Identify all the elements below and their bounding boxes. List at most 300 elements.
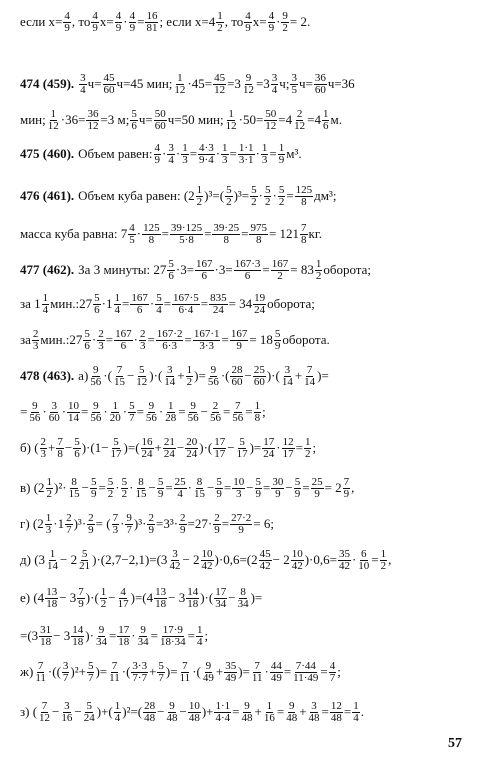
fraction xyxy=(300,223,308,246)
denominator: 6 xyxy=(74,447,80,460)
denominator: 7 xyxy=(329,671,336,684)
numerator: 1 xyxy=(46,476,53,488)
numerator: 19 xyxy=(254,292,266,304)
text-segment: − xyxy=(108,590,116,605)
text-segment: Объем равен: xyxy=(78,146,153,161)
fraction xyxy=(262,437,275,460)
denominator: 7 xyxy=(158,671,164,684)
text-segment: = xyxy=(147,332,155,347)
numerator: 5 xyxy=(158,660,164,672)
text-segment: · xyxy=(120,516,125,531)
text-segment: = xyxy=(229,146,237,161)
numerator: 3 xyxy=(284,364,291,376)
denominator: 2 xyxy=(251,195,257,208)
denominator: 6 xyxy=(94,303,100,316)
problem-number: 478 (463). xyxy=(20,368,75,383)
fraction xyxy=(125,513,133,536)
fraction xyxy=(225,109,238,132)
fraction xyxy=(32,329,40,352)
problem-number: 477 (462). xyxy=(20,262,75,277)
text-segment: ·3= xyxy=(214,262,233,277)
fraction xyxy=(221,143,229,166)
fraction xyxy=(201,549,214,572)
text-segment: )= xyxy=(238,664,250,679)
numerator: 1·1 xyxy=(215,700,231,712)
denominator: 6 xyxy=(201,269,208,282)
text-segment: масса куба равна: 7 xyxy=(20,226,128,241)
numerator: 9 xyxy=(245,72,252,84)
text-line xyxy=(20,142,464,166)
numerator: 167 xyxy=(271,258,289,270)
fraction xyxy=(131,661,148,684)
numerator: 3 xyxy=(311,700,317,712)
fraction xyxy=(83,701,96,724)
fraction xyxy=(213,437,226,460)
fraction xyxy=(40,437,48,460)
text-segment: = xyxy=(302,480,310,495)
text-segment: − 2 xyxy=(60,552,78,567)
text-segment: )=( xyxy=(123,440,140,455)
text-segment: )²+ xyxy=(70,664,86,679)
numerator: 1 xyxy=(50,108,57,120)
denominator: 4 xyxy=(156,303,162,316)
numerator: 1 xyxy=(177,72,183,84)
text-segment: дм³; xyxy=(314,188,337,203)
fraction xyxy=(128,401,136,424)
numerator: 10 xyxy=(68,400,80,412)
fraction xyxy=(270,661,283,684)
fraction xyxy=(329,661,337,684)
text-segment: )= xyxy=(165,664,178,679)
text-segment: )²· xyxy=(54,480,67,495)
fraction xyxy=(238,143,255,166)
text-segment: з) ( xyxy=(20,704,38,719)
text-segment: = xyxy=(232,704,240,719)
fraction xyxy=(130,109,138,132)
fraction xyxy=(145,11,158,34)
text-segment: = xyxy=(204,226,212,241)
fraction xyxy=(215,477,223,500)
numerator: 1 xyxy=(49,548,56,560)
text-segment: − 3 xyxy=(168,590,186,605)
fraction xyxy=(121,477,129,500)
text-segment: = xyxy=(98,480,106,495)
numerator: 5 xyxy=(107,476,114,488)
text-segment: За 3 минуты: 27 xyxy=(78,262,167,277)
denominator: 24 xyxy=(212,303,224,316)
text-segment: − 3 xyxy=(59,590,77,605)
text-segment: = xyxy=(321,704,329,719)
fraction xyxy=(114,293,122,316)
numerator: 7 xyxy=(343,476,350,488)
numerator: 1 xyxy=(45,512,52,524)
numerator: 5 xyxy=(239,436,245,448)
denominator: 49 xyxy=(225,671,237,684)
denominator: 2 xyxy=(226,195,232,208)
denominator: 18 xyxy=(118,635,130,648)
text-segment: мин.:27 xyxy=(50,296,93,311)
numerator: 28 xyxy=(144,700,156,712)
numerator: 50 xyxy=(154,108,166,120)
fraction xyxy=(163,437,176,460)
fraction xyxy=(250,185,258,208)
numerator: 2 xyxy=(139,328,146,340)
numerator: 1 xyxy=(100,586,107,598)
text-segment: ; xyxy=(337,664,341,679)
denominator: 2 xyxy=(264,195,271,208)
text-segment: = ( xyxy=(95,516,111,531)
numerator: 21 xyxy=(163,436,175,448)
fraction xyxy=(255,477,263,500)
text-segment: · xyxy=(187,480,193,495)
denominator: 3 xyxy=(40,447,47,460)
text-segment: е) (4 xyxy=(20,590,45,605)
denominator: 49 xyxy=(202,671,214,684)
numerator: 4 xyxy=(154,142,160,154)
fraction xyxy=(45,513,53,536)
denominator: 48 xyxy=(308,711,320,724)
text-segment: = xyxy=(189,146,198,161)
numerator: 14 xyxy=(187,586,199,598)
denominator: 12 xyxy=(87,119,99,132)
denominator: 8 xyxy=(255,233,262,246)
numerator: 4 xyxy=(129,10,136,22)
denominator: 60 xyxy=(231,375,243,388)
denominator: 6·4 xyxy=(178,303,194,316)
denominator: 34 xyxy=(137,635,149,648)
denominator: 14 xyxy=(281,375,293,388)
denominator: 9 xyxy=(274,339,281,352)
fraction xyxy=(263,701,276,724)
denominator: 7 xyxy=(66,523,72,536)
fraction xyxy=(254,401,262,424)
denominator: 9 xyxy=(78,597,84,610)
fraction xyxy=(186,365,194,388)
fraction xyxy=(230,513,252,536)
fraction xyxy=(304,437,312,460)
text-segment: + xyxy=(154,440,162,455)
text-segment: = xyxy=(221,516,230,531)
denominator: 17 xyxy=(236,447,248,460)
fraction xyxy=(60,701,73,724)
text-segment: = xyxy=(150,628,158,643)
text-segment: )³· xyxy=(73,516,87,531)
denominator: 12 xyxy=(242,83,254,96)
fraction xyxy=(213,73,226,96)
denominator: 3 xyxy=(32,339,39,352)
text-segment: )+( xyxy=(96,704,113,719)
denominator: 4 xyxy=(271,83,278,96)
text-segment: )·(1− xyxy=(81,440,109,455)
fraction xyxy=(46,549,59,572)
numerator: 2 xyxy=(98,328,104,340)
denominator: 2 xyxy=(121,487,128,500)
fraction xyxy=(308,701,321,724)
fraction xyxy=(167,259,175,282)
denominator: 9 xyxy=(245,21,251,34)
denominator: 6 xyxy=(168,269,174,282)
text-segment: + xyxy=(149,664,157,679)
numerator: 1 xyxy=(222,142,228,154)
fraction xyxy=(290,73,298,96)
denominator: 8 xyxy=(148,233,155,246)
text-segment: = xyxy=(108,628,117,643)
numerator: 4 xyxy=(268,10,275,22)
denominator: 48 xyxy=(188,711,200,724)
text-segment: ; xyxy=(262,404,266,419)
numerator: 3·3 xyxy=(132,660,148,672)
numerator: 2 xyxy=(148,512,154,524)
numerator: 1 xyxy=(254,400,261,412)
text-segment: )· xyxy=(85,628,94,643)
numerator: 1 xyxy=(278,142,285,154)
fraction xyxy=(232,477,245,500)
fraction xyxy=(231,401,244,424)
text-segment: = 34 xyxy=(228,296,253,311)
denominator: 6·3 xyxy=(162,339,177,352)
fraction xyxy=(134,477,147,500)
text-segment: )= xyxy=(95,664,108,679)
numerator: 35 xyxy=(225,660,237,672)
text-segment: − xyxy=(64,440,73,455)
text-segment: =3 xyxy=(227,76,241,91)
denominator: 9 xyxy=(236,339,242,352)
numerator: 5 xyxy=(251,184,257,196)
text-segment: ч= xyxy=(298,76,313,91)
text-segment: − xyxy=(207,480,215,495)
fraction xyxy=(224,661,237,684)
fraction xyxy=(214,587,227,610)
denominator: 81 xyxy=(146,21,158,34)
numerator: 5 xyxy=(278,184,285,196)
text-segment: )= xyxy=(250,590,263,605)
fraction xyxy=(179,513,187,536)
denominator: 48 xyxy=(286,711,298,724)
denominator: 6 xyxy=(84,339,90,352)
denominator: 5 xyxy=(129,233,135,246)
denominator: 5 xyxy=(291,83,297,96)
denominator: 9 xyxy=(343,487,350,500)
numerator: 7 xyxy=(41,700,48,712)
numerator: 975 xyxy=(250,222,267,234)
denominator: 24 xyxy=(163,447,175,460)
denominator: 20 xyxy=(109,411,121,424)
denominator: 6 xyxy=(244,269,251,282)
numerator: 25 xyxy=(174,476,186,488)
numerator: 1 xyxy=(182,142,188,154)
text-segment: = xyxy=(371,552,379,567)
denominator: 4 xyxy=(114,303,121,316)
denominator: 9 xyxy=(275,487,281,500)
text-line xyxy=(20,436,464,460)
fraction xyxy=(164,401,177,424)
text-segment: ; если x=4 xyxy=(159,14,216,29)
numerator: 7·44 xyxy=(295,660,316,672)
text-segment: = xyxy=(283,664,292,679)
text-segment: если x= xyxy=(20,14,63,29)
fraction xyxy=(83,329,91,352)
text-line xyxy=(20,292,464,316)
denominator: 42 xyxy=(291,559,303,572)
text-segment: · xyxy=(175,146,181,161)
denominator: 42 xyxy=(169,559,181,572)
denominator: 24 xyxy=(263,447,275,460)
fraction xyxy=(251,661,264,684)
denominator: 42 xyxy=(338,559,350,572)
text-line xyxy=(20,476,464,500)
text-segment: . xyxy=(360,704,364,719)
fraction xyxy=(173,73,186,96)
text-segment: а) xyxy=(78,368,89,383)
denominator: 14 xyxy=(68,411,80,424)
fraction xyxy=(87,661,95,684)
text-segment: = xyxy=(136,404,144,419)
fraction xyxy=(91,11,99,34)
text-segment: · xyxy=(264,664,269,679)
text-segment: · xyxy=(133,332,138,347)
fraction xyxy=(97,329,105,352)
numerator: 5 xyxy=(157,476,164,488)
fraction xyxy=(89,365,102,388)
text-segment: − xyxy=(227,440,235,455)
denominator: 14 xyxy=(47,559,59,572)
denominator: 9 xyxy=(268,21,275,34)
denominator: 11 xyxy=(179,671,191,684)
text-segment: · xyxy=(149,296,155,311)
text-segment: · xyxy=(42,404,47,419)
fraction xyxy=(343,477,351,500)
numerator: 3 xyxy=(62,660,69,672)
text-line xyxy=(20,512,464,536)
numerator: 167 xyxy=(196,258,213,270)
text-segment: )³=( xyxy=(204,188,225,203)
fraction xyxy=(87,513,95,536)
denominator: 9 xyxy=(216,487,222,500)
text-segment: = xyxy=(269,146,277,161)
numerator: 2 xyxy=(66,512,72,524)
text-segment: = xyxy=(81,404,89,419)
text-segment: = xyxy=(223,480,232,495)
denominator: 6 xyxy=(120,339,127,352)
denominator: 6 xyxy=(131,119,137,132)
numerator: 5 xyxy=(255,476,262,488)
numerator: 7 xyxy=(301,222,307,234)
fraction xyxy=(114,701,122,724)
text-segment: ·3= xyxy=(175,262,195,277)
text-segment: = xyxy=(276,704,285,719)
numerator: 8 xyxy=(240,586,246,598)
numerator: 5 xyxy=(156,292,162,304)
numerator: 7 xyxy=(78,586,84,598)
fraction xyxy=(68,477,81,500)
denominator: 2 xyxy=(107,487,114,500)
denominator: 2 xyxy=(304,447,311,460)
numerator: 25 xyxy=(311,476,323,488)
text-line xyxy=(20,586,464,610)
numerator: 14 xyxy=(72,624,84,636)
numerator: 7 xyxy=(235,400,241,412)
numerator: 1 xyxy=(114,292,121,304)
fraction xyxy=(278,143,286,166)
text-segment: · xyxy=(91,332,97,347)
text-segment: )·(2,7−2,1)=(3 xyxy=(92,552,168,567)
fraction xyxy=(77,587,85,610)
fraction xyxy=(156,329,184,352)
text-segment: )·( xyxy=(266,368,280,383)
numerator: 167 xyxy=(115,328,132,340)
fraction xyxy=(188,701,201,724)
fraction xyxy=(45,587,58,610)
fraction xyxy=(114,329,133,352)
fraction xyxy=(236,437,249,460)
text-segment: = xyxy=(184,332,192,347)
text-segment: = 18 xyxy=(249,332,273,347)
text-segment: = xyxy=(241,226,249,241)
denominator: 24 xyxy=(141,447,153,460)
denominator: 2 xyxy=(315,269,322,282)
fraction xyxy=(212,223,240,246)
fraction xyxy=(271,477,284,500)
denominator: 15 xyxy=(68,487,80,500)
numerator: 9 xyxy=(140,624,146,636)
fraction xyxy=(264,185,272,208)
text-segment: · xyxy=(162,146,167,161)
denominator: 7 xyxy=(126,523,132,536)
numerator: 7 xyxy=(182,660,188,672)
denominator: 18 xyxy=(187,597,199,610)
fraction xyxy=(135,365,148,388)
numerator: 36 xyxy=(87,108,99,120)
fraction xyxy=(198,143,215,166)
denominator: 3 xyxy=(261,153,268,166)
fraction xyxy=(249,223,268,246)
text-segment: ·( xyxy=(121,664,131,679)
text-segment: · xyxy=(276,14,281,29)
numerator: 4 xyxy=(329,660,336,672)
numerator: 7 xyxy=(37,660,44,672)
numerator: 1 xyxy=(42,292,49,304)
fraction xyxy=(196,185,204,208)
text-segment: = 121 xyxy=(268,226,300,241)
fraction xyxy=(110,437,123,460)
fraction xyxy=(322,109,330,132)
text-segment: · xyxy=(61,404,67,419)
denominator: 60 xyxy=(314,83,326,96)
denominator: 9 xyxy=(214,523,220,536)
numerator: 167·2 xyxy=(156,328,183,340)
text-segment: = xyxy=(295,440,303,455)
fraction xyxy=(196,625,204,648)
text-line xyxy=(20,10,464,34)
fraction xyxy=(38,701,51,724)
denominator: 7 xyxy=(87,671,94,684)
fraction xyxy=(195,259,214,282)
numerator: 3 xyxy=(64,700,70,712)
fraction xyxy=(216,11,224,34)
fraction xyxy=(172,293,200,316)
denominator: 10 xyxy=(358,559,370,572)
fraction xyxy=(117,587,130,610)
denominator: 24 xyxy=(186,447,198,460)
denominator: 11 xyxy=(251,671,263,684)
denominator: 9 xyxy=(88,523,94,536)
denominator: 2 xyxy=(282,21,288,34)
numerator: 9 xyxy=(93,400,99,412)
numerator: 9 xyxy=(93,364,99,376)
numerator: 9 xyxy=(210,364,217,376)
fraction xyxy=(352,701,360,724)
text-segment: = xyxy=(320,664,328,679)
